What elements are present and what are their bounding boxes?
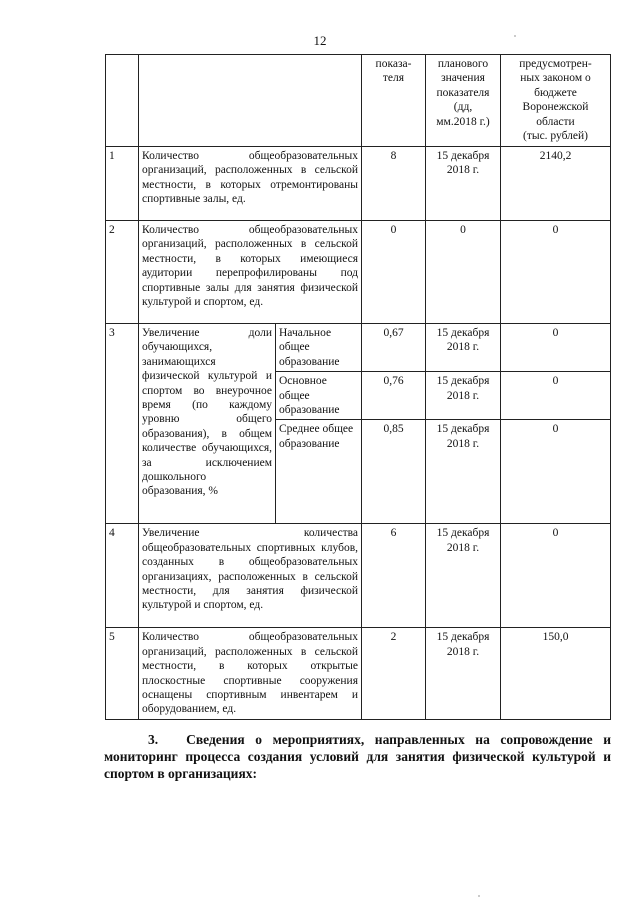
indicator-value: 0,76 [362,372,426,420]
header-cell-date: планового значения показателя (дд, мм.2018 г.) [426,55,501,147]
indicator-value: 0 [362,221,426,324]
table-row [106,324,611,372]
indicator-name: Увеличение количества общеобразовательных спортивных клубов, созданных в общеобразовательных организациях, расположенных в сельской местности, для занятия физической культурой и спортом, ед. [139,524,362,628]
indicator-value: 8 [362,147,426,221]
indicator-value: 6 [362,524,426,628]
indicator-budget: 150,0 [501,628,611,719]
row-number: 2 [106,221,139,324]
table-header-row [106,55,611,147]
indicator-value: 2 [362,628,426,719]
indicator-budget: 0 [501,372,611,420]
indicator-value: 0,85 [362,420,426,524]
indicator-date: 15 декабря 2018 г. [426,628,501,719]
indicator-budget: 0 [501,524,611,628]
row-number: 4 [106,524,139,628]
section-heading [104,731,611,782]
indicator-budget: 2140,2 [501,147,611,221]
header-cell-budget: предусмотрен- ных законом о бюджете Воронежской области (тыс. рублей) [501,55,611,147]
indicator-date: 15 декабря 2018 г. [426,524,501,628]
indicator-date: 15 декабря 2018 г. [426,147,501,221]
indicator-budget: 0 [501,221,611,324]
indicator-budget: 0 [501,420,611,524]
indicator-name: Количество общеобразовательных организаций, расположенных в сельской местности, в которых имеющиеся аудитории перепрофилированы под спортивные залы для занятия физической культурой и спортом, ед. [139,221,362,324]
indicator-date: 0 [426,221,501,324]
indicator-name: Количество общеобразовательных организаций, расположенных в сельской местности, в которых открытые плоскостные спортивные сооружения оснащены спортивным инвентарем и оборудованием, ед. [139,628,362,719]
header-cell-name [139,55,362,147]
indicator-name: Увеличение доли обучающихся, занимающихся физической культурой и спортом во внеурочное время (по каждому уровню общего образования), в общем количестве обучающихся, за исключением дошкольного образования, % [139,324,276,524]
education-level: Основное общее образование [276,372,362,420]
indicator-date: 15 декабря 2018 г. [426,420,501,524]
row-number: 1 [106,147,139,221]
section-title: Сведения о мероприятиях, направленных на сопровождение и мониторинг процесса создания условий для занятия физической культурой и спортом в организациях: [104,732,611,781]
row-number: 3 [106,324,139,524]
indicator-budget: 0 [501,324,611,372]
indicator-name: Количество общеобразовательных организаций, расположенных в сельской местности, в которых отремонтированы спортивные залы, ед. [139,147,362,221]
header-cell-value: показа- теля [362,55,426,147]
indicator-date: 15 декабря 2018 г. [426,372,501,420]
table-row [106,221,611,324]
table-row [106,524,611,628]
scan-speck [478,895,480,897]
page-number: 12 [313,33,327,48]
education-level: Среднее общее образование [276,420,362,524]
section-number: 3. [148,732,159,747]
row-number: 5 [106,628,139,719]
header-cell-num [106,55,139,147]
education-level: Начальное общее образование [276,324,362,372]
indicators-table [105,54,611,720]
indicator-value: 0,67 [362,324,426,372]
table-row [106,147,611,221]
indicator-date: 15 декабря 2018 г. [426,324,501,372]
scan-speck [514,35,516,37]
table-row [106,628,611,719]
